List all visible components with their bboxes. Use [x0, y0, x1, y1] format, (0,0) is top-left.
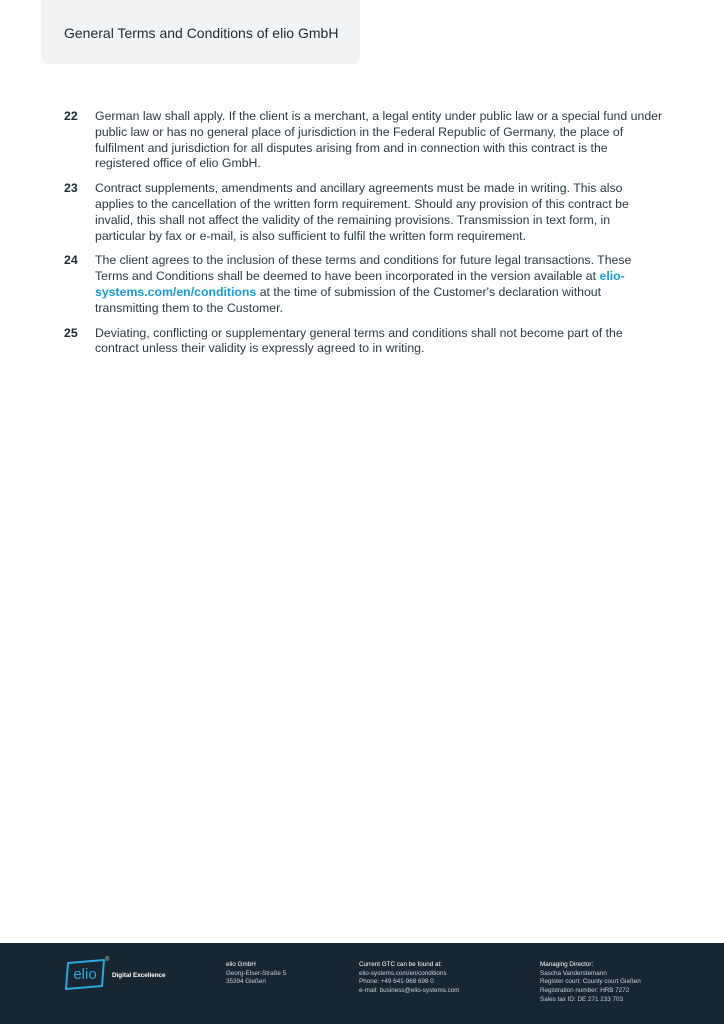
clause-text: German law shall apply. If the client is a merchant, a legal entity under public law or a special fund under public law or has no general place of jurisdiction in the Federal Republic of Germany, the place of fulfilment and jurisdiction for all disputes arising from and in connection with this contract is the registered office of elio GmbH. — [95, 109, 663, 171]
header-tab — [41, 0, 360, 64]
logo-text: elio — [73, 966, 97, 983]
clause-number: 25 — [64, 325, 78, 340]
managing-director-name: Sascha Vanderstemann — [540, 969, 607, 977]
footer-management — [540, 961, 641, 1005]
clause-25 — [64, 326, 664, 358]
conditions-link[interactable]: elio-systems.com/en/conditions — [95, 269, 625, 299]
gtc-email[interactable]: e-mail: business@elio-systems.com — [359, 987, 460, 995]
clause-text: Deviating, conflicting or supplementary general terms and conditions shall not become part of the contract unless their validity is expressly agreed to in writing. — [95, 325, 623, 356]
management-heading: Managing Director: — [540, 961, 594, 968]
company-street: Georg-Elser-Straße 5 — [226, 969, 287, 977]
clause-23 — [64, 181, 664, 244]
clause-text-after: at the time of submission of the Customer's declaration without transmitting them to the Customer. — [95, 284, 602, 315]
clause-text-before: The client agrees to the inclusion of these terms and conditions for future legal transactions. These Terms and Conditions shall be deemed to have been incorporated in the version available at — [95, 253, 632, 284]
footer — [0, 943, 724, 1024]
register-court: Register court: County court Gießen — [540, 978, 641, 986]
clause-number: 24 — [64, 253, 78, 268]
sales-tax-id: Sales tax ID: DE 271 233 703 — [540, 995, 623, 1003]
clause-22 — [64, 109, 664, 172]
gtc-phone: Phone: +49 641-968 698 0 — [359, 978, 434, 986]
tagline: Digital Excellence — [112, 972, 166, 979]
clause-number: 23 — [64, 181, 78, 196]
registration-number: Registration number: HRB 7272 — [540, 987, 630, 995]
registered-mark: ® — [105, 957, 110, 963]
gtc-heading: Current GTC can be found at: — [359, 961, 442, 968]
footer-company — [226, 961, 286, 987]
terms-clauses — [64, 109, 664, 366]
elio-logo — [64, 957, 108, 991]
clause-text — [95, 253, 664, 316]
clause-24 — [64, 253, 664, 316]
footer-gtc — [359, 961, 460, 996]
company-name: elio GmbH — [226, 961, 256, 968]
company-city: 35394 Gießen — [226, 978, 266, 986]
clause-number: 22 — [64, 109, 78, 123]
clause-text: Contract supplements, amendments and ancillary agreements must be made in writing. This also applies to the cancellation of the written form requirement. Should any provision of this contract be invalid, this shall not affect the validity of the remaining provisions. Transmission in text form, in particular by fax or e-mail, is also sufficient to fulfil the written form requirement. — [95, 181, 629, 243]
page-title: General Terms and Conditions of elio GmbH — [64, 25, 339, 41]
gtc-url[interactable]: elio-systems.com/en/conditions — [359, 969, 447, 977]
